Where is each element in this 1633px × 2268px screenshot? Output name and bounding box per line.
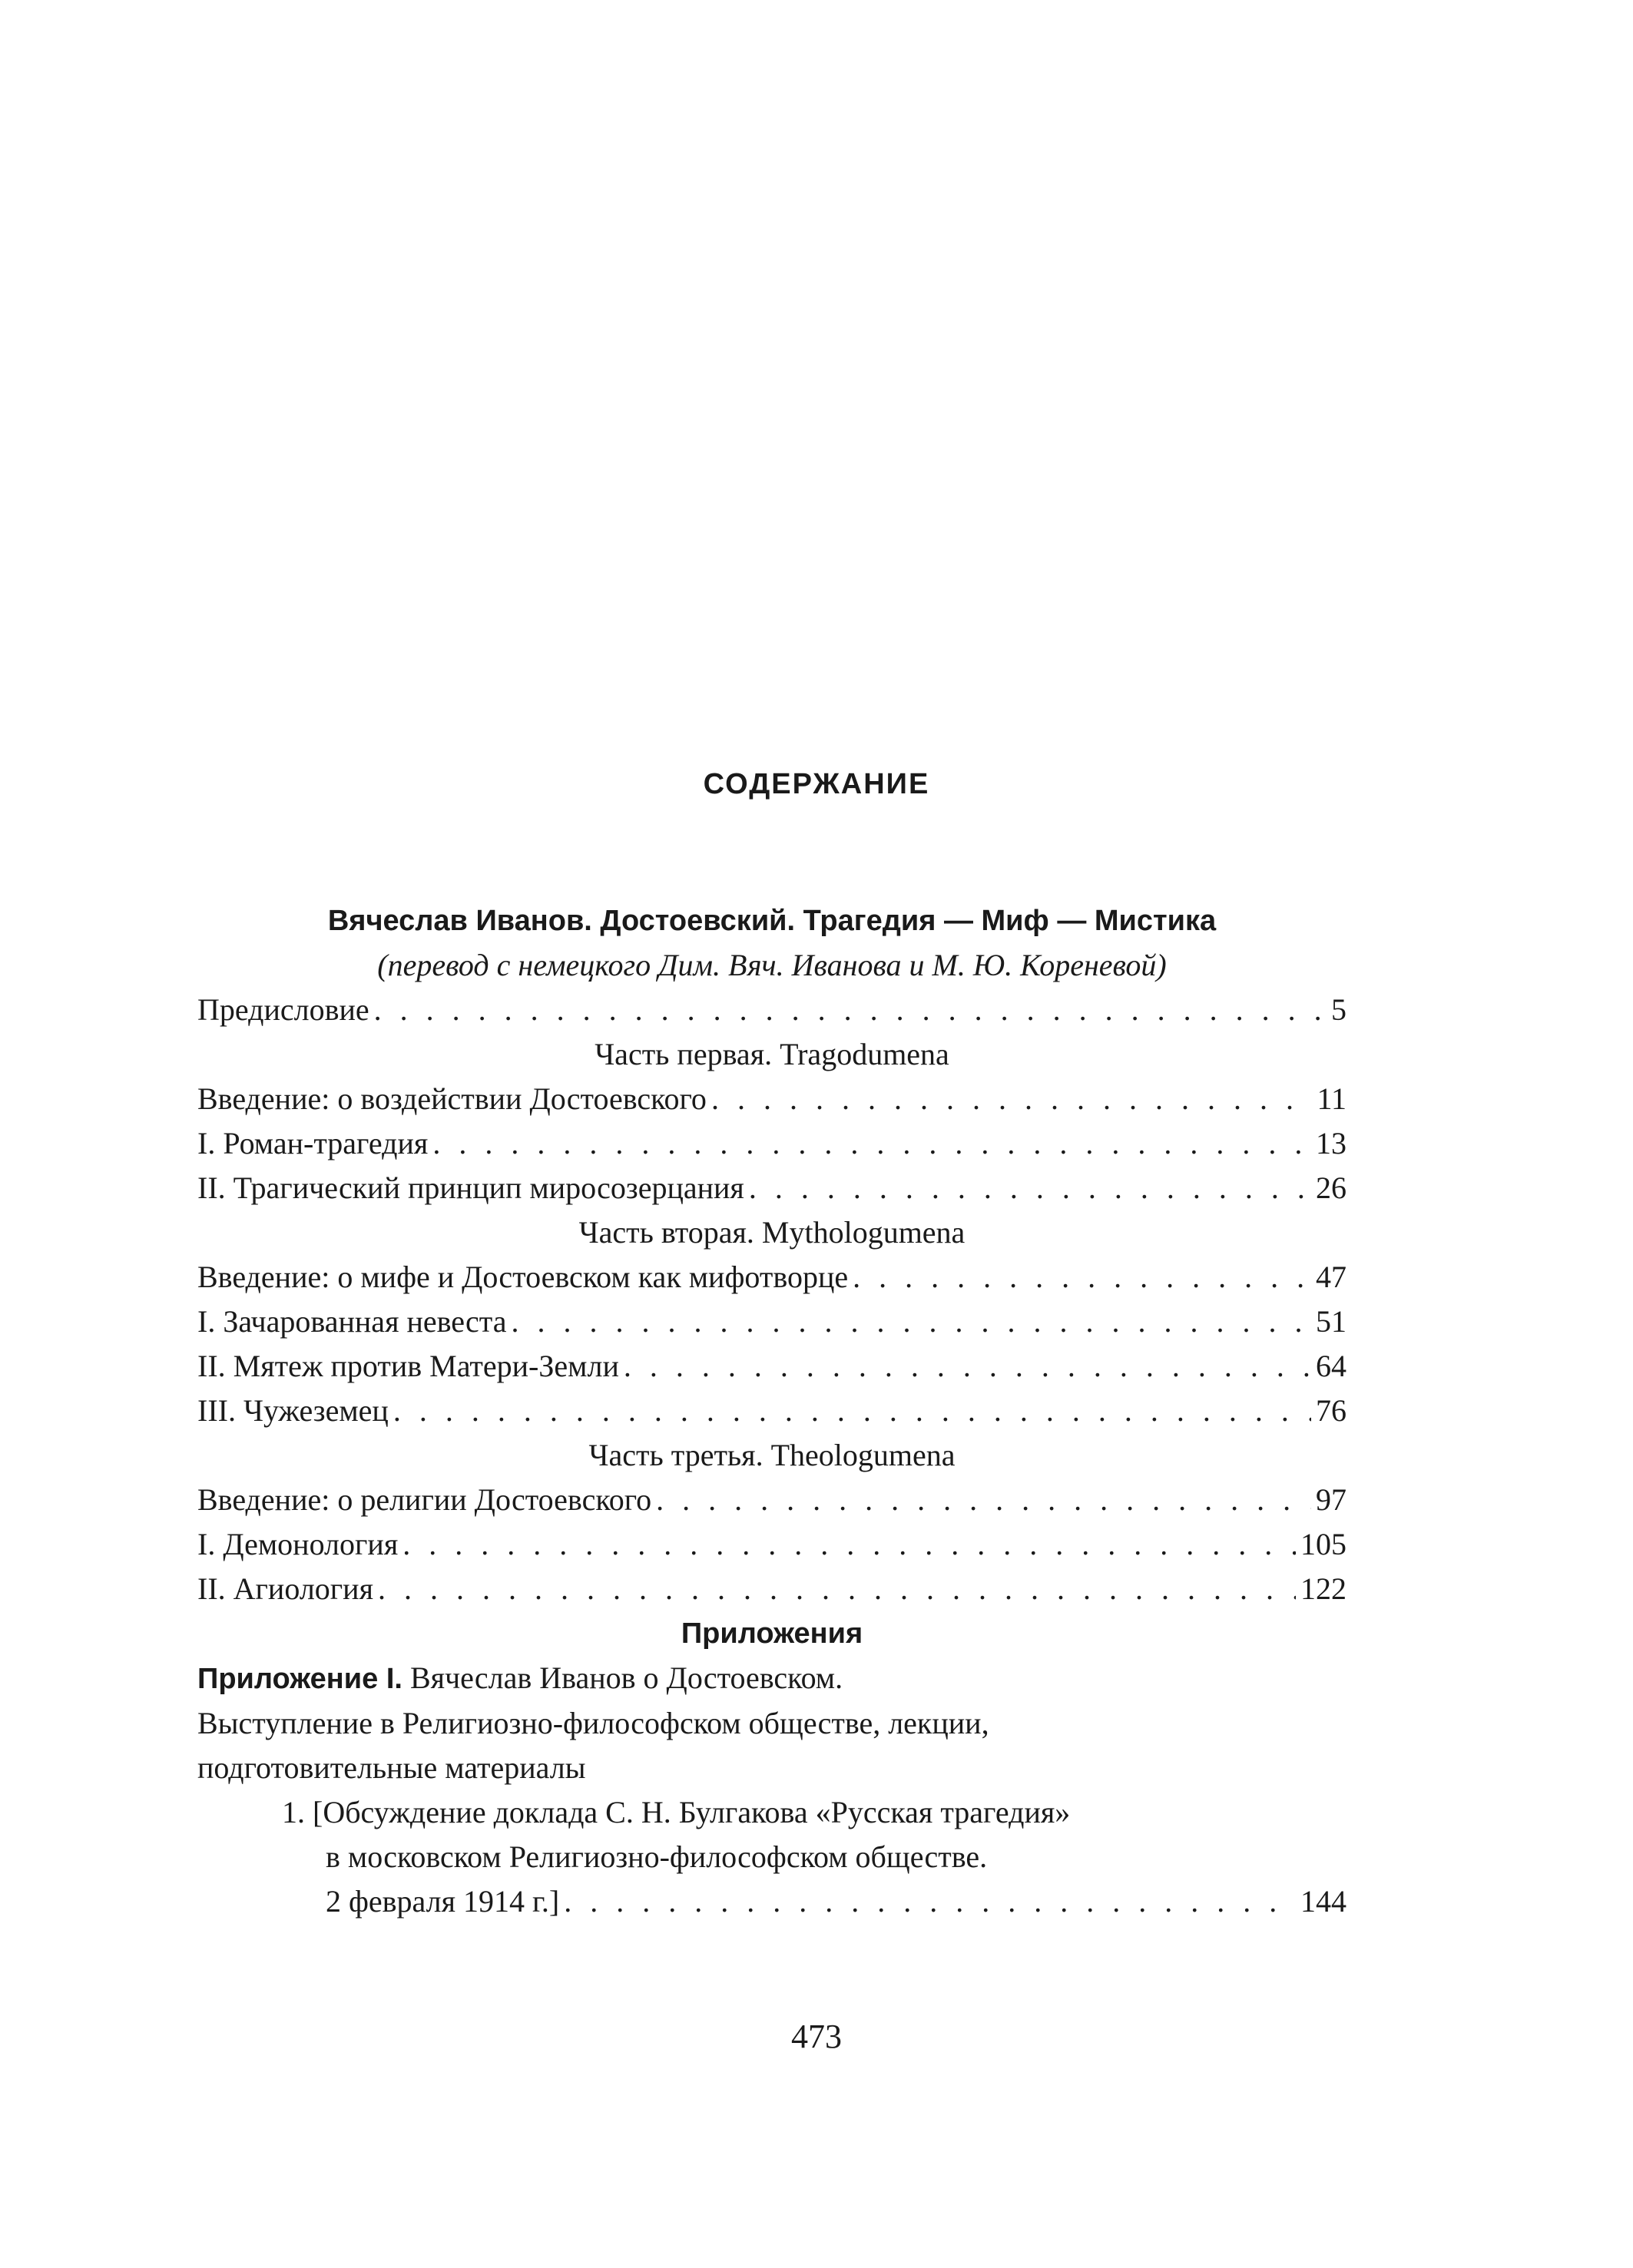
appendix1-description-line: Выступление в Религиозно-философском обществе, лекции, <box>197 1706 989 1740</box>
toc-entry[interactable] <box>197 1121 1346 1166</box>
toc-entry-label: I. Демонология <box>197 1527 399 1561</box>
appendices-heading: Приложения <box>681 1617 863 1650</box>
dot-leader <box>374 988 1327 1032</box>
toc-entry-page: 144 <box>1300 1884 1346 1919</box>
dot-leader <box>393 1389 1311 1433</box>
toc-entry-page: 64 <box>1316 1349 1346 1383</box>
toc-entry-page: 47 <box>1316 1260 1346 1294</box>
toc-entry-page: 122 <box>1300 1571 1346 1606</box>
toc-entry[interactable] <box>197 1077 1346 1121</box>
part3-title: Часть третья. Theologumena <box>588 1438 956 1472</box>
dot-leader <box>853 1255 1311 1300</box>
toc-entry-page: 97 <box>1316 1482 1346 1517</box>
toc-entry-label: I. Зачарованная невеста <box>197 1304 507 1339</box>
page-title: СОДЕРЖАНИЕ <box>703 768 930 800</box>
dot-leader <box>711 1077 1313 1121</box>
dot-leader <box>402 1522 1296 1567</box>
toc-entry[interactable] <box>197 1478 1346 1522</box>
toc-entry-page: 5 <box>1331 992 1346 1027</box>
table-of-contents <box>197 899 1346 1924</box>
dot-leader <box>564 1879 1296 1924</box>
dot-leader <box>378 1567 1296 1611</box>
appendix1-title: Вячеслав Иванов о Достоевском. <box>409 1660 843 1695</box>
appendix1-description-line: подготовительные материалы <box>197 1750 586 1785</box>
toc-entry-label: III. Чужеземец <box>197 1393 389 1428</box>
appendix1-item1-line: в московском Религиозно-философском обществе. <box>326 1839 988 1874</box>
toc-entry-appendix1-item1[interactable] <box>197 1879 1346 1924</box>
book-heading: Вячеслав Иванов. Достоевский. Трагедия — Миф — Мистика <box>327 905 1217 937</box>
dot-leader <box>432 1121 1311 1166</box>
appendix1-item1-line: 1. [Обсуждение доклада С. Н. Булгакова «Русская трагедия» <box>282 1795 1071 1829</box>
toc-entry-label: Введение: о религии Достоевского <box>197 1482 652 1517</box>
part2-title: Часть вторая. Mythologumena <box>578 1215 966 1250</box>
toc-entry-page: 13 <box>1316 1126 1346 1160</box>
dot-leader <box>749 1166 1311 1210</box>
toc-entry-preface[interactable] <box>197 988 1346 1032</box>
appendix1-label: Приложение I. <box>197 1663 402 1695</box>
toc-entry-label: Введение: о мифе и Достоевском как мифотворце <box>197 1260 849 1294</box>
toc-entry[interactable] <box>197 1389 1346 1433</box>
dot-leader <box>656 1478 1311 1522</box>
toc-entry-label: II. Мятеж против Матери-Земли <box>197 1349 619 1383</box>
toc-entry-label: I. Роман-трагедия <box>197 1126 429 1160</box>
dot-leader <box>624 1344 1311 1389</box>
toc-entry[interactable] <box>197 1567 1346 1611</box>
toc-entry[interactable] <box>197 1522 1346 1567</box>
toc-entry-label: II. Трагический принцип миросозерцания <box>197 1170 744 1205</box>
dot-leader <box>512 1300 1312 1344</box>
toc-entry[interactable] <box>197 1300 1346 1344</box>
toc-entry[interactable] <box>197 1166 1346 1210</box>
toc-entry-label: Предисловие <box>197 992 369 1027</box>
appendix1-title-line <box>197 1656 1346 1701</box>
toc-entry-page: 105 <box>1300 1527 1346 1561</box>
book-subheading: (перевод с немецкого Дим. Вяч. Иванова и М. Ю. Кореневой) <box>377 948 1167 982</box>
toc-entry-label: Введение: о воздействии Достоевского <box>197 1081 707 1116</box>
toc-entry-page: 76 <box>1316 1393 1346 1428</box>
toc-entry[interactable] <box>197 1255 1346 1300</box>
toc-entry-label: II. Агиология <box>197 1571 373 1606</box>
toc-entry-page: 11 <box>1317 1081 1346 1116</box>
part1-title: Часть первая. Tragodumena <box>595 1037 949 1071</box>
toc-entry-page: 26 <box>1316 1170 1346 1205</box>
page-number: 473 <box>791 2018 842 2055</box>
toc-entry-label: 2 февраля 1914 г.] <box>326 1884 560 1919</box>
toc-entry-page: 51 <box>1316 1304 1346 1339</box>
toc-entry[interactable] <box>197 1344 1346 1389</box>
